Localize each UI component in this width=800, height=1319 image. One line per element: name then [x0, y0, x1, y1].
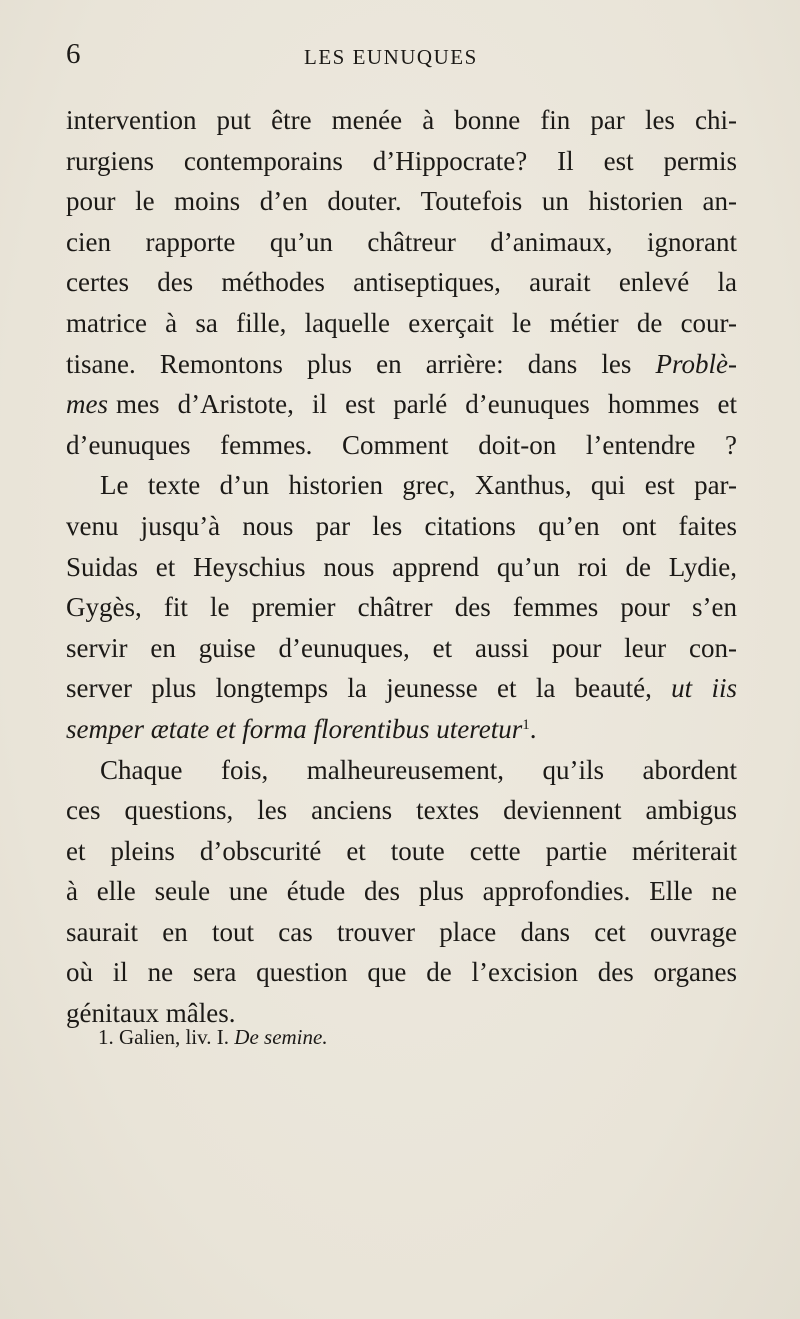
text-line: à elle seule une étude des plus approfondies. Elle ne	[66, 876, 737, 907]
footnote-text: Galien, liv. I.	[119, 1025, 230, 1049]
text-fragment: server plus longtemps la jeunesse et la beauté,	[66, 673, 672, 704]
italic-fragment: semper ætate et forma florentibus uteretur	[66, 713, 523, 744]
footnote-title: De semine.	[234, 1025, 328, 1049]
footnote-marker[interactable]: 1	[522, 716, 530, 733]
page-number: 6	[66, 38, 81, 70]
italic-fragment: Problè-	[655, 348, 737, 379]
text-line: Suidas et Heyschius nous apprend qu’un roi de Lydie,	[66, 551, 737, 582]
text-fragment: tisane. Remontons plus en arrière: dans les	[66, 348, 656, 379]
italic-fragment: ut iis	[671, 673, 738, 704]
text-line: saurait en tout cas trouver place dans cet ouvrage	[66, 916, 737, 947]
text-line: Chaque fois, malheureusement, qu’ils abordent	[100, 754, 737, 785]
text-line: et pleins d’obscurité et toute cette partie mériterait	[66, 835, 737, 866]
text-line: d’eunuques femmes. Comment doit-on l’entendre ?	[66, 429, 737, 460]
text-line	[66, 668, 737, 709]
text-line: pour le moins d’en douter. Toutefois un historien an-	[66, 186, 737, 217]
text-line: Gygès, fit le premier châtrer des femmes pour s’en	[66, 592, 737, 623]
italic-fragment: mes	[66, 389, 108, 420]
text-line: ces questions, les anciens textes deviennent ambigus	[66, 795, 737, 826]
body-text	[66, 100, 737, 1034]
text-line: cien rapporte qu’un châtreur d’animaux, ignorant	[66, 226, 737, 257]
text-line: venu jusqu’à nous par les citations qu’en ont faites	[66, 510, 737, 541]
text-fragment: .	[529, 713, 537, 744]
text-line	[66, 709, 737, 750]
text-line: rurgiens contemporains d’Hippocrate? Il est permis	[66, 145, 737, 176]
text-line: servir en guise d’eunuques, et aussi pour leur con-	[66, 632, 737, 663]
text-line: où il ne sera question que de l’excision des organes	[66, 957, 737, 988]
footnote	[98, 1027, 328, 1048]
text-fragment: mes d’Aristote, il est parlé d’eunuques hommes et	[116, 389, 737, 420]
text-line: intervention put être menée à bonne fin par les chi-	[66, 105, 737, 135]
text-line: matrice à sa fille, laquelle exerçait le métier de cour-	[66, 307, 737, 338]
text-line	[66, 384, 737, 425]
text-line: certes des méthodes antiseptiques, aurait enlevé la	[66, 267, 737, 298]
running-head: LES EUNUQUES	[304, 45, 478, 69]
text-line	[66, 344, 737, 385]
text-line: Le texte d’un historien grec, Xanthus, qui est par-	[100, 470, 737, 501]
text-line: génitaux mâles.	[66, 998, 236, 1029]
footnote-number: 1.	[98, 1025, 114, 1049]
